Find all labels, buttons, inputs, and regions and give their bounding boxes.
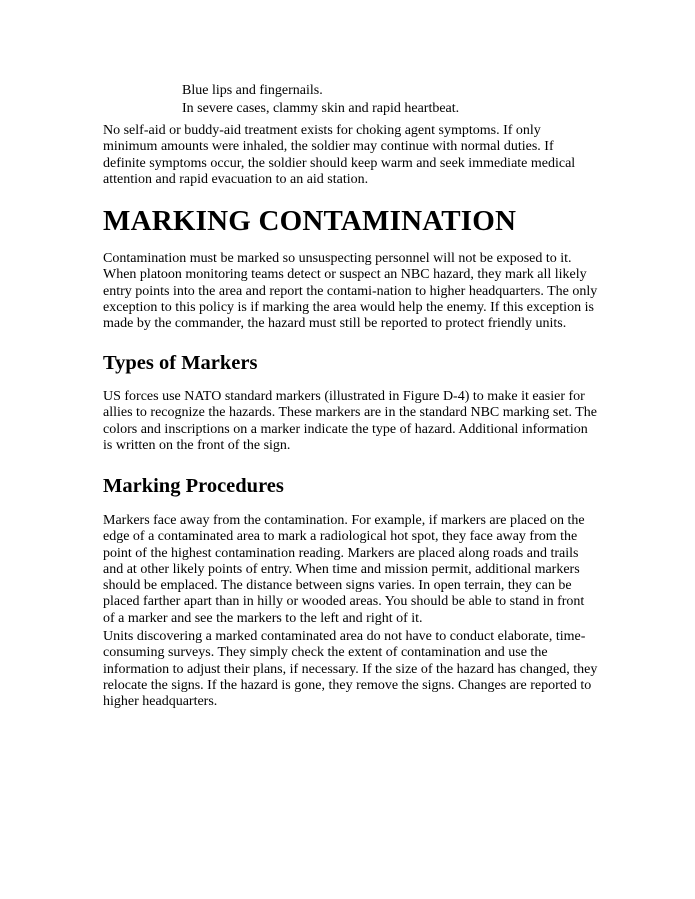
choking-treatment-paragraph: No self-aid or buddy-aid treatment exists for choking agent symptoms. If only minimum amounts were inhaled, the soldier may continue with normal duties. If definite symptoms occur, the soldier should keep warm and seek immediate medical attention and rapid evacuation to an aid station. [103,123,576,187]
list-item: In severe cases, clammy skin and rapid heartbeat. [182,100,460,116]
symptom-list [182,82,602,117]
list-item: Blue lips and fingernails. [182,83,323,98]
subheading-marking-procedures: Marking Procedures [103,475,284,497]
section-heading-marking-contamination: MARKING CONTAMINATION [103,205,517,237]
subheading-types-of-markers: Types of Markers [103,352,258,374]
marking-intro-paragraph: Contamination must be marked so unsuspecting personnel will not be exposed to it. When platoon monitoring teams detect or suspect an NBC hazard, they mark all likely entry points into the area and report the contami-nation to higher headquarters. The only exception to this policy is if marking the area would help the enemy. If this exception is made by the commander, the hazard must still be reported to protect friendly units. [103,251,598,332]
marking-procedures-paragraph-2: Units discovering a marked contaminated area do not have to conduct elaborate, time-consuming surveys. They simply check the extent of contamination and use the information to adjust their plans, if necessary. If the size of the hazard has changed, they relocate the signs. If the hazard is gone, they remove the signs. Changes are reported to higher headquarters. [103,629,598,710]
types-of-markers-paragraph: US forces use NATO standard markers (illustrated in Figure D-4) to make it easier for allies to recognize the hazards. These markers are in the standard NBC marking set. The colors and inscriptions on a marker indicate the type of hazard. Additional information is written on the front of the sign. [103,389,597,453]
marking-procedures-paragraph-1: Markers face away from the contamination. For example, if markers are placed on the edge of a contaminated area to mark a radiological hot spot, they face away from the point of the highest contamination reading. Markers are placed along roads and trails and at other likely points of entry. When time and mission permit, additional markers should be emplaced. The distance between signs varies. In open terrain, they can be placed farther apart than in hilly or wooded areas. You should be able to stand in front of a marker and see the markers to the left and right of it. [103,513,585,626]
